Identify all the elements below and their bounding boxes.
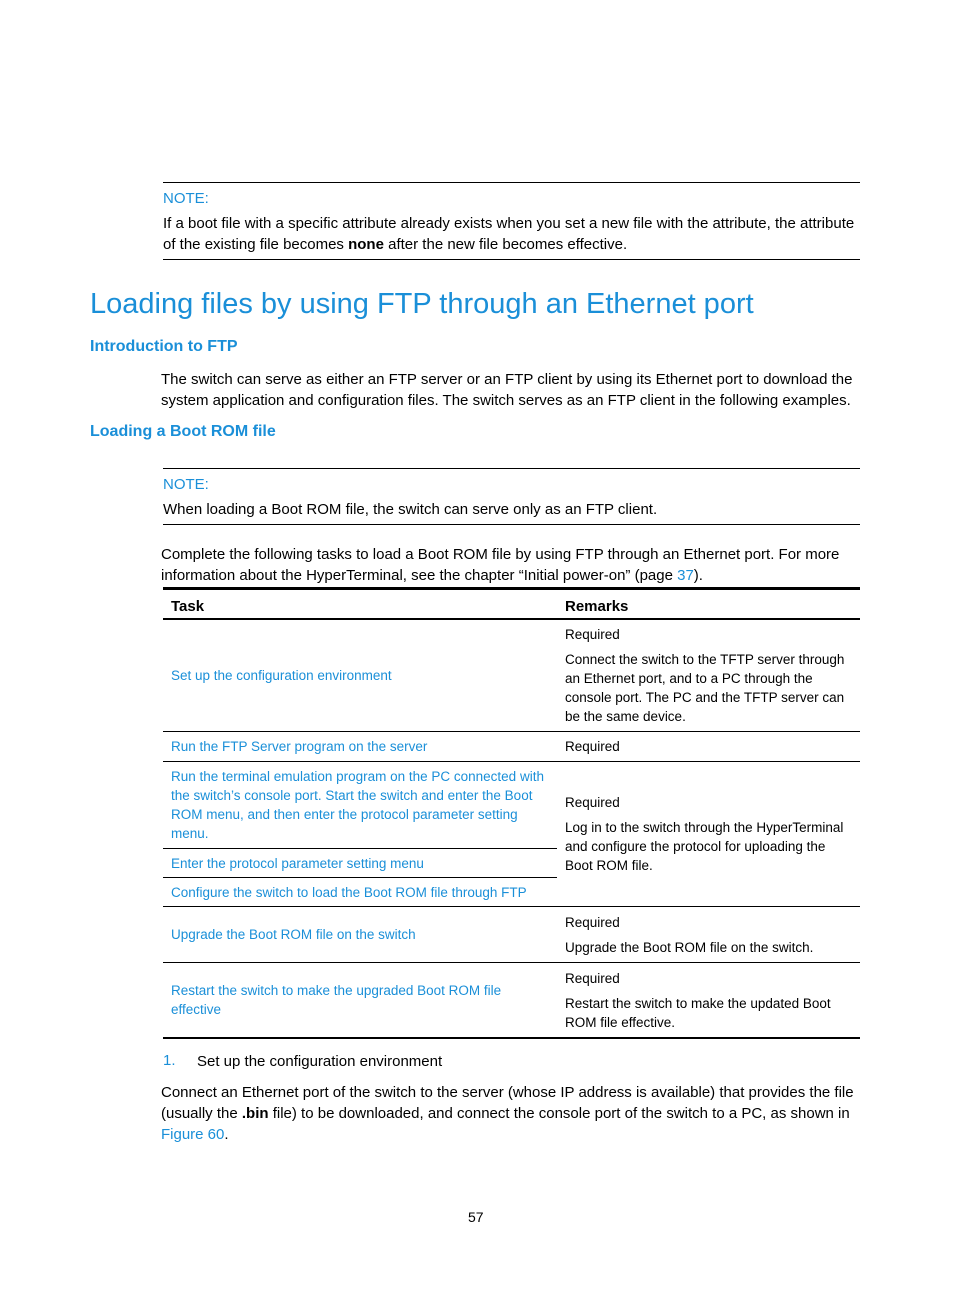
remarks-required: Required: [565, 914, 620, 930]
table-header-row: [163, 589, 860, 620]
task-link-configure-ftp-load[interactable]: Configure the switch to load the Boot ROM file through FTP: [163, 878, 557, 907]
section-title: Loading files by using FTP through an Ethernet port: [90, 288, 754, 320]
heading-introduction-to-ftp: Introduction to FTP: [90, 338, 238, 355]
step-number: 1.: [163, 1052, 176, 1069]
table-row: [163, 762, 860, 849]
figure-link[interactable]: Figure 60: [161, 1126, 225, 1143]
note-label: NOTE:: [163, 190, 209, 207]
header-task: Task: [163, 589, 557, 620]
task-link-setup-environment[interactable]: Set up the configuration environment: [163, 619, 557, 732]
remarks-description: Log in to the switch through the HyperTerminal and configure the protocol for uploading the Boot ROM file.: [565, 820, 844, 873]
task-table: [163, 587, 860, 1039]
remarks-required: Required: [565, 627, 620, 642]
note-label: NOTE:: [163, 476, 209, 493]
page-number: 57: [468, 1209, 484, 1225]
intro-paragraph: The switch can serve as either an FTP server or an FTP client by using its Ethernet port to download the system application and configuration files. The switch serves as an FTP client in the following examples.: [161, 371, 853, 409]
setup-paragraph: Connect an Ethernet port of the switch to the server (whose IP address is available) that provides the file (usually the .bin file) to be downloaded, and connect the console port of the switch to a PC, as shown in Figure 60.: [161, 1084, 854, 1143]
table-row: [163, 732, 860, 762]
table-row: [163, 963, 860, 1039]
note-text: If a boot file with a specific attribute already exists when you set a new file with the attribute, the attribute of the existing file becomes none after the new file becomes effective.: [163, 215, 855, 253]
header-remarks: Remarks: [557, 589, 860, 620]
remarks-cell: [557, 907, 860, 963]
table-row: [163, 619, 860, 732]
note-box-ftp-client: [163, 468, 860, 525]
task-link-restart-switch[interactable]: Restart the switch to make the upgraded Boot ROM file effective: [163, 963, 557, 1039]
task-link-run-ftp-server[interactable]: Run the FTP Server program on the server: [163, 732, 557, 762]
remarks-required: Required: [565, 795, 620, 810]
remarks-description: Connect the switch to the TFTP server through an Ethernet port, and to a PC through the console port. The PC and the TFTP server can be the same device.: [565, 652, 845, 724]
remarks-cell: [557, 963, 860, 1039]
step-text: Set up the configuration environment: [197, 1053, 443, 1070]
task-link-run-terminal-emulation[interactable]: Run the terminal emulation program on the PC connected with the switch’s console port. Start the switch and enter the Boot ROM menu, and then enter the protocol parameter setting menu.: [163, 762, 557, 849]
task-link-enter-protocol-menu[interactable]: Enter the protocol parameter setting menu: [163, 849, 557, 878]
heading-loading-boot-rom: Loading a Boot ROM file: [90, 423, 276, 440]
remarks-required: Required: [565, 739, 620, 754]
remarks-cell: [557, 619, 860, 732]
remarks-required: Required: [565, 970, 620, 986]
remarks-cell-merged: [557, 762, 860, 907]
tasks-intro-paragraph: Complete the following tasks to load a Boot ROM file by using FTP through an Ethernet port. For more information about the HyperTerminal, see the chapter “Initial power-on” (page 37).: [161, 546, 840, 584]
remarks-description: Upgrade the Boot ROM file on the switch.: [565, 939, 814, 955]
page-link[interactable]: 37: [677, 567, 694, 584]
table-row: [163, 907, 860, 963]
task-link-upgrade-boot-rom[interactable]: Upgrade the Boot ROM file on the switch: [163, 907, 557, 963]
remarks-cell: [557, 732, 860, 762]
note-box-boot-attribute: [163, 182, 860, 260]
remarks-description: Restart the switch to make the updated Boot ROM file effective.: [565, 995, 831, 1030]
note-text: When loading a Boot ROM file, the switch can serve only as an FTP client.: [163, 501, 658, 518]
